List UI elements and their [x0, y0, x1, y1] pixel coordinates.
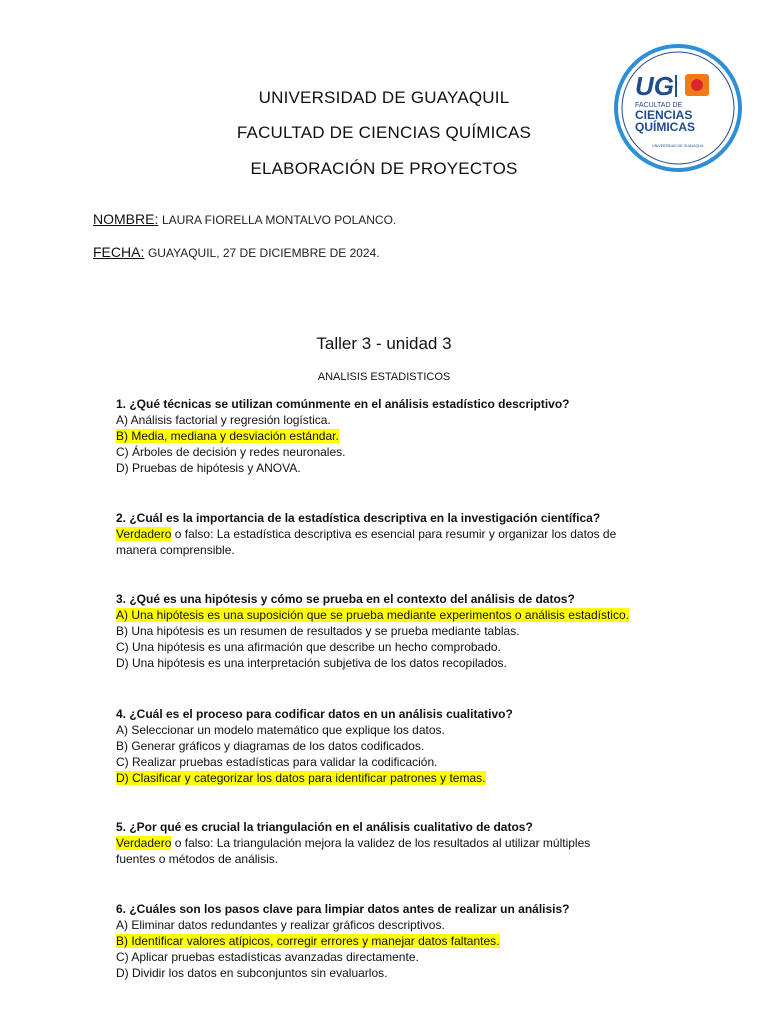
option-d: D) Pruebas de hipótesis y ANOVA.	[116, 461, 301, 475]
option-b: B) Una hipótesis es un resumen de resultados y se prueba mediante tablas.	[116, 624, 520, 638]
question-5	[116, 819, 676, 867]
logo-line3: QUÍMICAS	[635, 120, 695, 134]
logo-footer: UNIVERSIDAD DE GUAYAQUIL	[652, 144, 704, 148]
statement-line-1: o falso: La triangulación mejora la validez de los resultados al utilizar múltiples	[171, 836, 591, 850]
faculty-heading: FACULTAD DE CIENCIAS QUÍMICAS	[236, 123, 532, 142]
option-c: C) Árboles de decisión y redes neuronales.	[116, 445, 346, 459]
question-3	[116, 591, 676, 671]
answer-true: Verdadero	[116, 527, 172, 541]
date-value: GUAYAQUIL, 27 DE DICIEMBRE DE 2024.	[147, 246, 380, 260]
option-a: A) Análisis factorial y regresión logística.	[116, 413, 331, 427]
logo-line2: CIENCIAS	[635, 108, 693, 122]
question-text: 4. ¿Cuál es el proceso para codificar datos en un análisis cualitativo?	[116, 707, 513, 721]
document-subtitle: ANALISIS ESTADISTICOS	[317, 371, 451, 383]
option-d: D) Una hipótesis es una interpretación subjetiva de los datos recopilados.	[116, 656, 507, 670]
question-text: 1. ¿Qué técnicas se utilizan comúnmente en el análisis estadístico descriptivo?	[116, 397, 570, 411]
date-label: FECHA:	[93, 244, 145, 260]
option-b-correct: B) Identificar valores atípicos, corregir errores y manejar datos faltantes.	[116, 934, 500, 948]
question-1	[116, 396, 676, 476]
option-c: C) Una hipótesis es una afirmación que describe un hecho comprobado.	[116, 640, 501, 654]
question-text: 2. ¿Cuál es la importancia de la estadística descriptiva en la investigación científica?	[116, 511, 601, 525]
question-text: 6. ¿Cuáles son los pasos clave para limpiar datos antes de realizar un análisis?	[116, 902, 570, 916]
option-a-correct: A) Una hipótesis es una suposición que se prueba mediante experimentos o análisis estadístico.	[116, 608, 629, 622]
logo-ug-text: UG	[635, 71, 674, 101]
option-a: A) Seleccionar un modelo matemático que explique los datos.	[116, 723, 445, 737]
date-field	[93, 244, 380, 260]
option-a: A) Eliminar datos redundantes y realizar gráficos descriptivos.	[116, 918, 445, 932]
name-label: NOMBRE:	[93, 211, 159, 227]
name-value: LAURA FIORELLA MONTALVO POLANCO.	[161, 213, 397, 227]
document-title: Taller 3 - unidad 3	[316, 334, 452, 353]
logo-line1: FACULTAD DE	[635, 102, 683, 109]
question-text: 5. ¿Por qué es crucial la triangulación en el análisis cualitativo de datos?	[116, 820, 533, 834]
question-6	[116, 901, 676, 981]
university-heading: UNIVERSIDAD DE GUAYAQUIL	[258, 88, 510, 107]
question-2	[116, 510, 676, 558]
statement-line-1: o falso: La estadística descriptiva es esencial para resumir y organizar los datos de	[171, 527, 617, 541]
option-b: B) Generar gráficos y diagramas de los datos codificados.	[116, 739, 425, 753]
question-text: 3. ¿Qué es una hipótesis y cómo se prueba en el contexto del análisis de datos?	[116, 592, 575, 606]
option-d: D) Dividir los datos en subconjuntos sin evaluarlos.	[116, 966, 388, 980]
option-b-correct: B) Media, mediana y desviación estándar.	[116, 429, 339, 443]
course-heading: ELABORACIÓN DE PROYECTOS	[250, 159, 518, 178]
option-c: C) Aplicar pruebas estadísticas avanzadas directamente.	[116, 950, 419, 964]
faculty-logo	[613, 43, 743, 173]
question-4	[116, 706, 676, 786]
statement-line-2: manera comprensible.	[116, 543, 235, 557]
statement-line-2: fuentes o métodos de análisis.	[116, 852, 279, 866]
answer-true: Verdadero	[116, 836, 172, 850]
option-d-correct: D) Clasificar y categorizar los datos para identificar patrones y temas.	[116, 771, 486, 785]
name-field	[93, 211, 396, 227]
option-c: C) Realizar pruebas estadísticas para validar la codificación.	[116, 755, 438, 769]
